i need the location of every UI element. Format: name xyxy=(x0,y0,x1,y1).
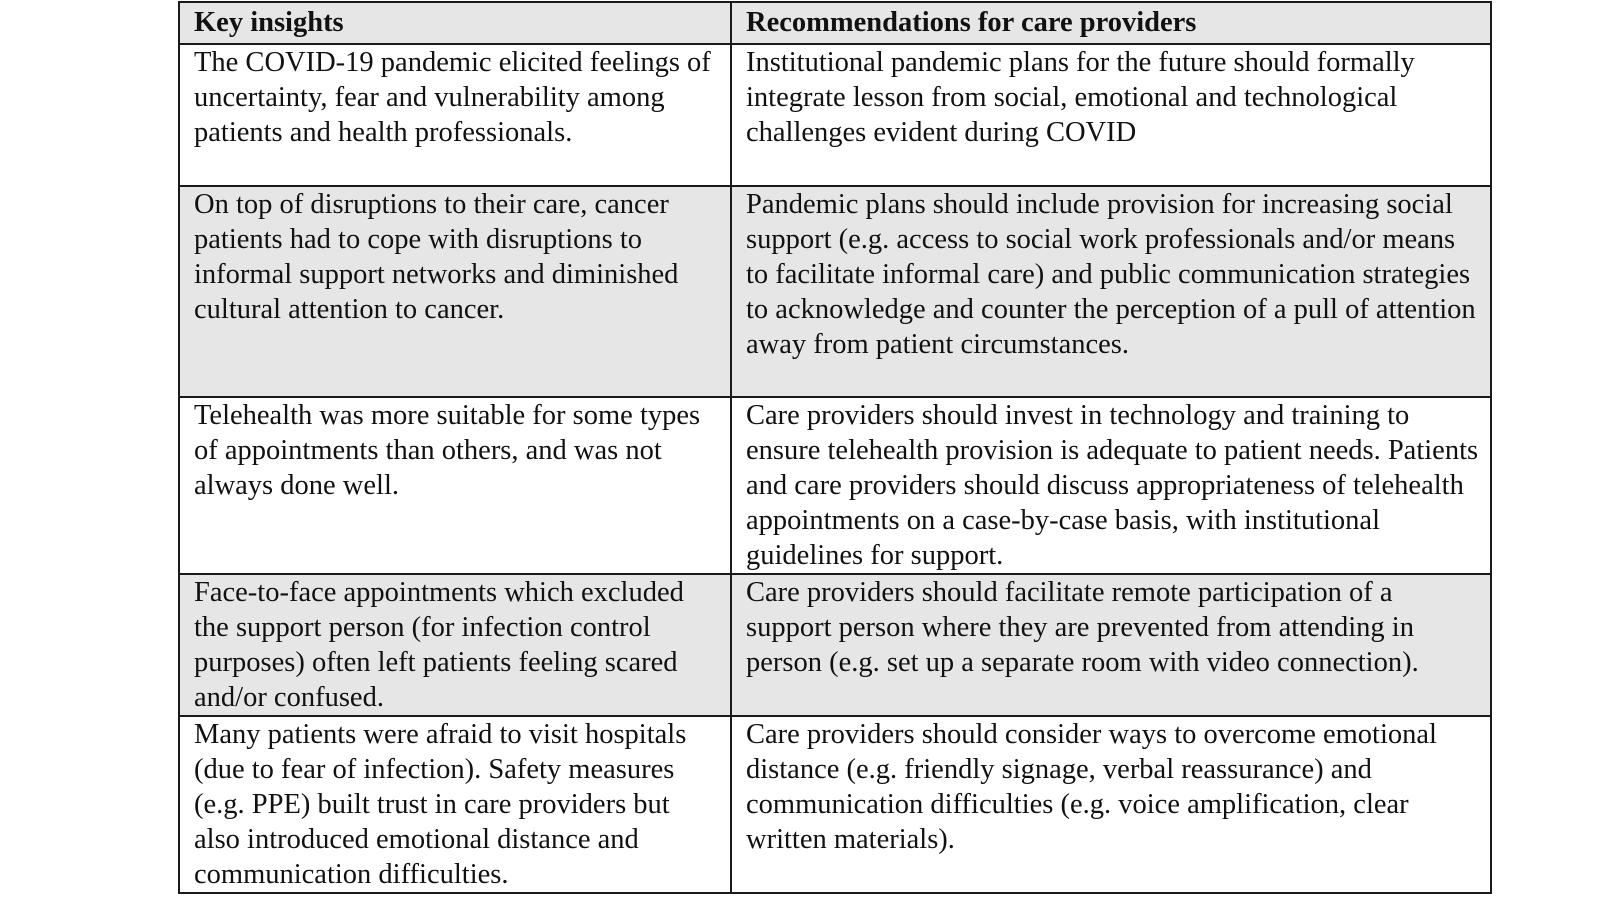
insight-cell: Face-to-face appointments which excluded the support person (for infection control purposes) often left patients feeling scared and/or confused. xyxy=(179,574,731,716)
insight-cell: On top of disruptions to their care, cancer patients had to cope with disruptions to informal support networks and diminished cultural attention to cancer. xyxy=(179,186,731,397)
table-row xyxy=(179,397,1491,574)
insight-cell: The COVID-19 pandemic elicited feelings of uncertainty, fear and vulnerability among patients and health professionals. xyxy=(179,44,731,186)
table-row xyxy=(179,574,1491,716)
recommendation-cell: Care providers should invest in technology and training to ensure telehealth provision is adequate to patient needs. Patients and care providers should discuss appropriateness of telehealth appointments on a case-by-case basis, with institutional guidelines for support. xyxy=(731,397,1491,574)
recommendation-cell: Care providers should facilitate remote participation of a support person where they are prevented from attending in person (e.g. set up a separate room with video connection). xyxy=(731,574,1491,716)
header-key-insights: Key insights xyxy=(179,2,731,44)
insight-cell: Telehealth was more suitable for some types of appointments than others, and was not always done well. xyxy=(179,397,731,574)
table-row xyxy=(179,716,1491,893)
recommendation-cell: Pandemic plans should include provision for increasing social support (e.g. access to social work professionals and/or means to facilitate informal care) and public communication strategies to acknowledge and counter the perception of a pull of attention away from patient circumstances. xyxy=(731,186,1491,397)
insights-recommendations-table xyxy=(178,1,1492,894)
table-row xyxy=(179,186,1491,397)
table-row xyxy=(179,44,1491,186)
table-header-row xyxy=(179,2,1491,44)
insights-table-container xyxy=(178,1,1490,894)
recommendation-cell: Institutional pandemic plans for the future should formally integrate lesson from social, emotional and technological challenges evident during COVID xyxy=(731,44,1491,186)
insight-cell: Many patients were afraid to visit hospitals (due to fear of infection). Safety measures (e.g. PPE) built trust in care providers but also introduced emotional distance and communication difficulties. xyxy=(179,716,731,893)
header-recommendations: Recommendations for care providers xyxy=(731,2,1491,44)
recommendation-cell: Care providers should consider ways to overcome emotional distance (e.g. friendly signage, verbal reassurance) and communication difficulties (e.g. voice amplification, clear written materials). xyxy=(731,716,1491,893)
